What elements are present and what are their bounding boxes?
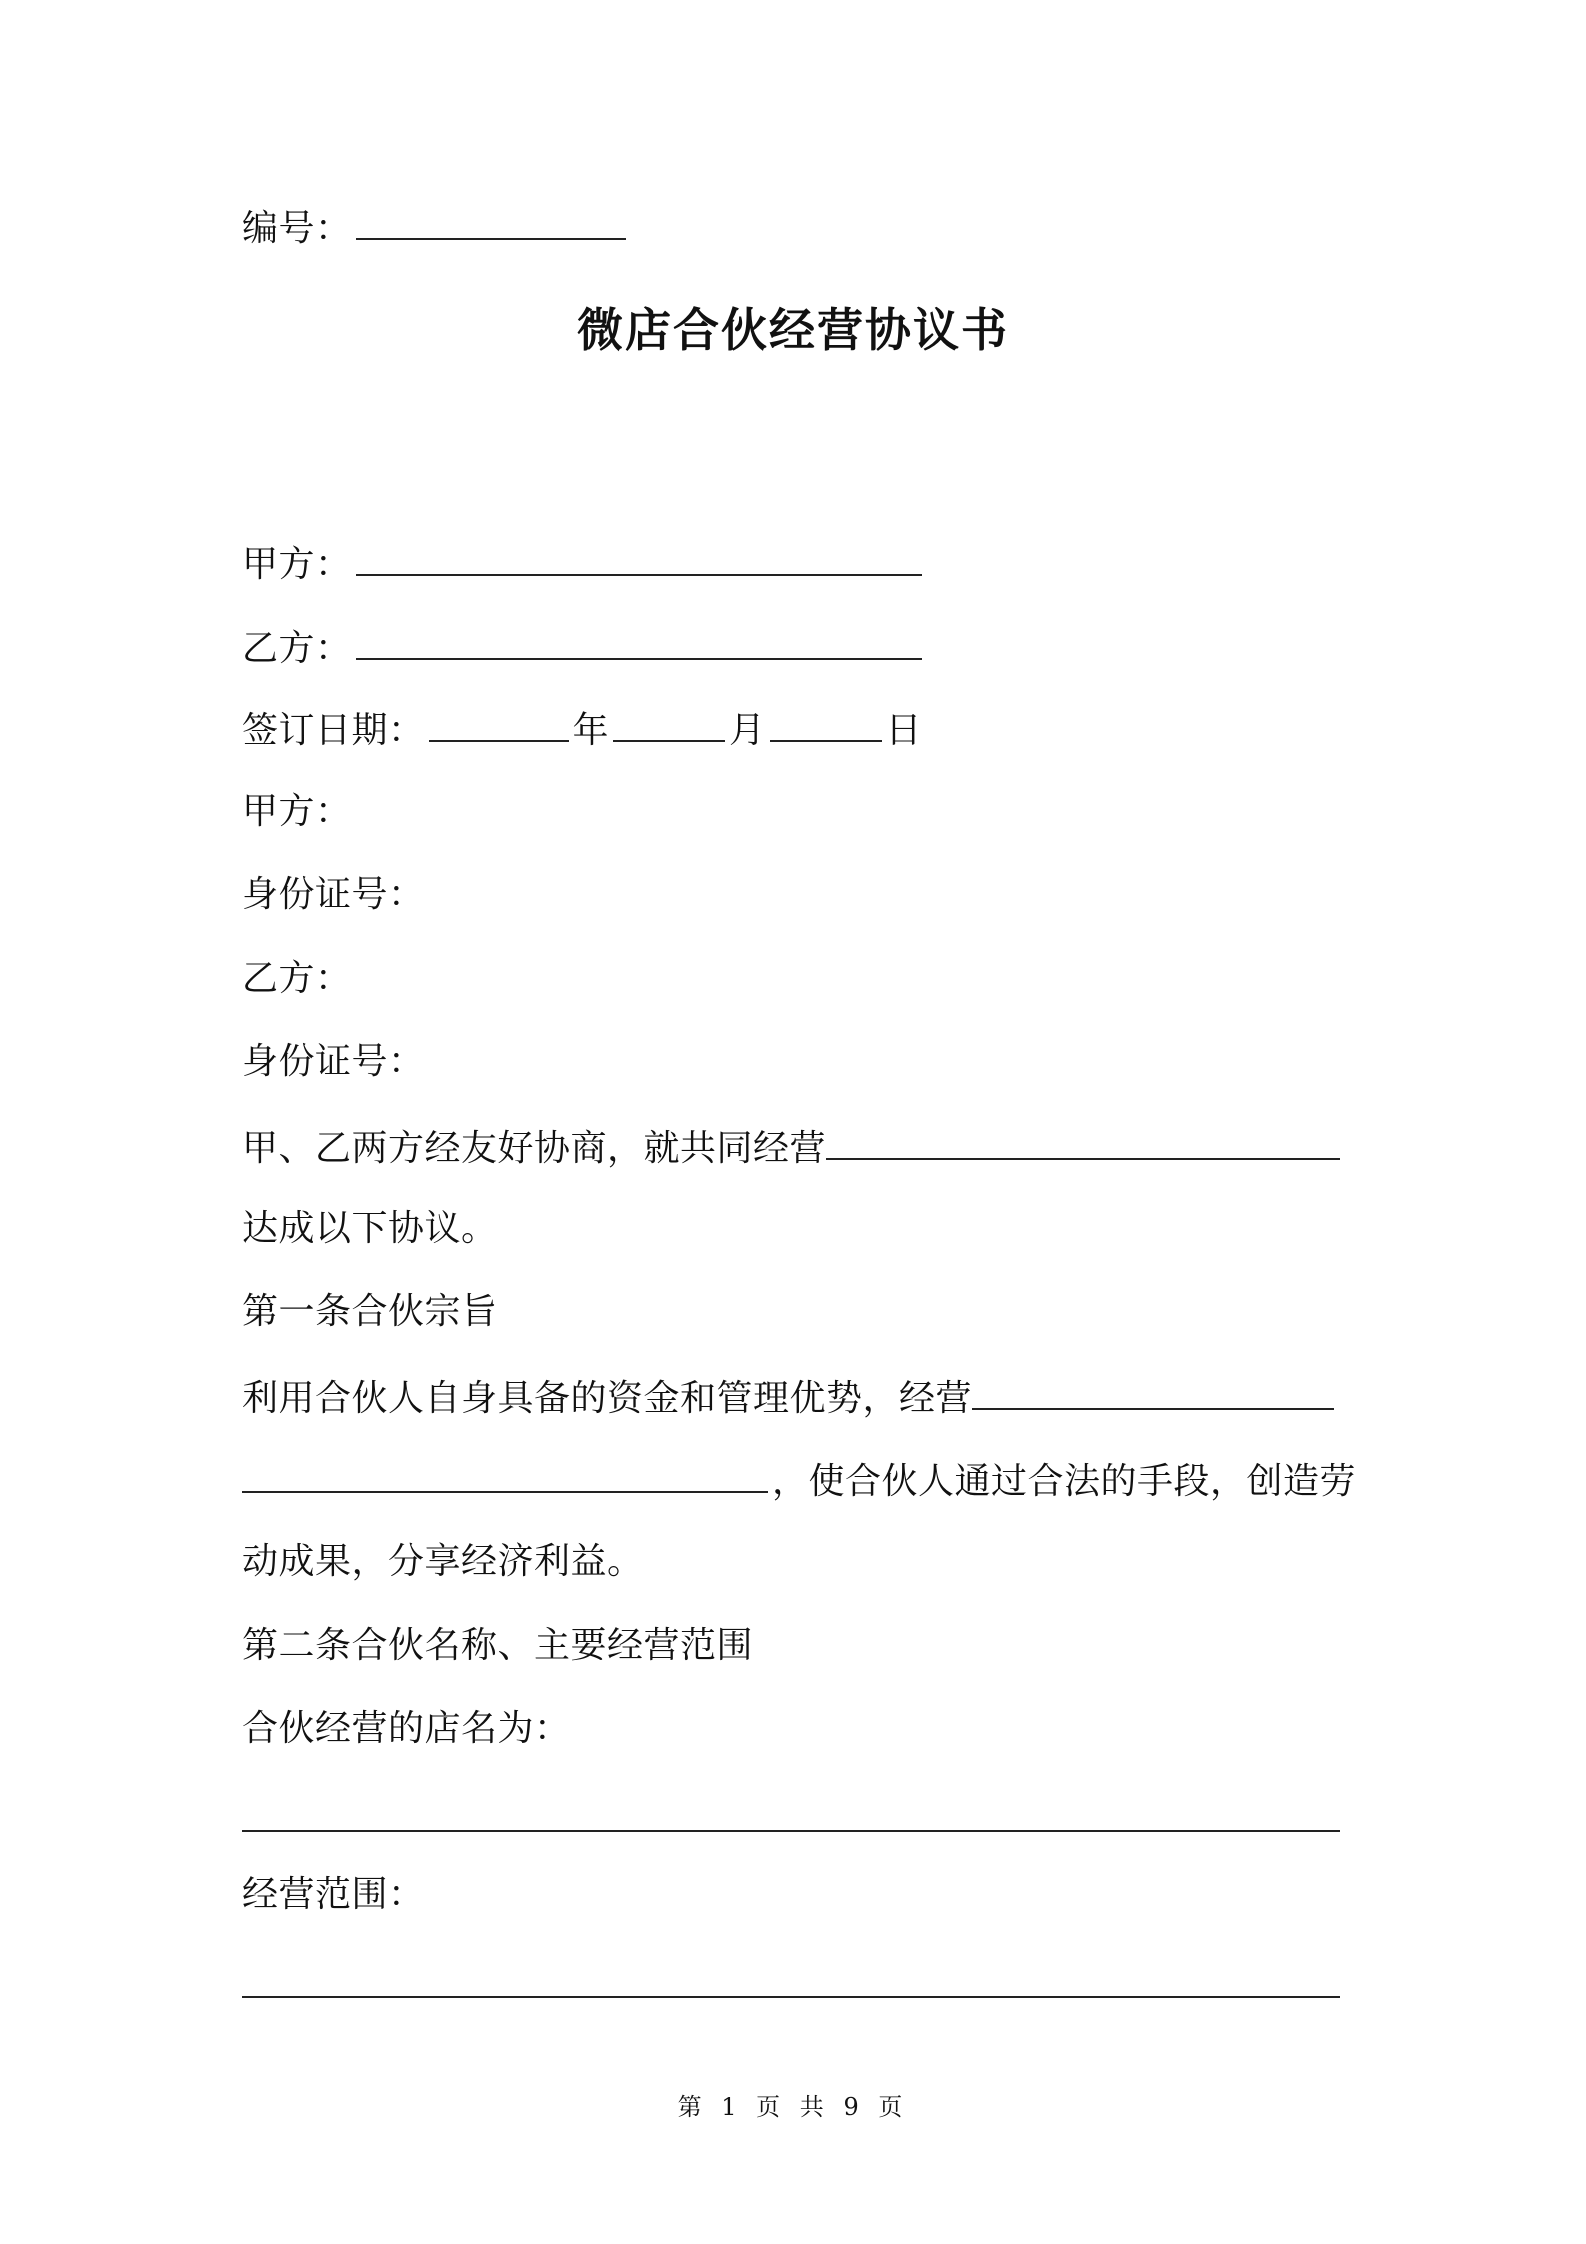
article1-text1: 利用合伙人自身具备的资金和管理优势，经营 [242, 1378, 973, 1419]
sign-date-row [242, 706, 922, 753]
party-b-detail: 乙方： [242, 958, 352, 999]
month-blank[interactable] [613, 706, 725, 742]
month-label: 月 [729, 710, 766, 751]
party-b-label: 乙方： [242, 628, 352, 669]
party-b-id: 身份证号： [242, 1041, 425, 1082]
number-blank[interactable] [356, 204, 626, 240]
party-a-blank[interactable] [356, 540, 922, 576]
party-a-row [242, 540, 926, 587]
article1-text2: ，使合伙人通过合法的手段，创造劳 [772, 1461, 1357, 1502]
party-a-label: 甲方： [242, 544, 352, 585]
party-a-detail: 甲方： [242, 791, 352, 832]
store-name-label: 合伙经营的店名为： [242, 1708, 571, 1749]
article1-blank1[interactable] [972, 1374, 1334, 1410]
party-a-id: 身份证号： [242, 874, 425, 915]
party-b-blank[interactable] [356, 624, 922, 660]
sign-date-label: 签订日期： [242, 710, 425, 751]
scope-blank[interactable] [242, 1996, 1340, 1998]
scope-label: 经营范围： [242, 1874, 425, 1915]
article1-blank2[interactable] [242, 1457, 768, 1493]
intro-start: 甲、乙两方经友好协商，就共同经营 [242, 1128, 827, 1169]
number-row [242, 204, 630, 251]
year-blank[interactable] [429, 706, 569, 742]
article1-title: 第一条合伙宗旨 [242, 1291, 498, 1332]
intro-end: 达成以下协议。 [242, 1208, 498, 1249]
article2-title: 第二条合伙名称、主要经营范围 [242, 1625, 754, 1666]
article1-line2 [242, 1457, 1356, 1504]
party-b-row [242, 624, 926, 671]
business-blank[interactable] [826, 1124, 1340, 1160]
number-label: 编号： [242, 208, 352, 249]
page-indicator: 第 1 页 共 9 页 [677, 2093, 909, 2121]
intro-line [242, 1124, 1344, 1171]
article1-line3: 动成果，分享经济利益。 [242, 1541, 644, 1582]
article1-line1 [242, 1374, 1338, 1421]
year-label: 年 [572, 710, 610, 751]
day-blank[interactable] [770, 706, 882, 742]
day-label: 日 [885, 710, 923, 751]
store-name-blank[interactable] [242, 1830, 1340, 1832]
document-title: 微店合伙经营协议书 [577, 303, 1009, 357]
